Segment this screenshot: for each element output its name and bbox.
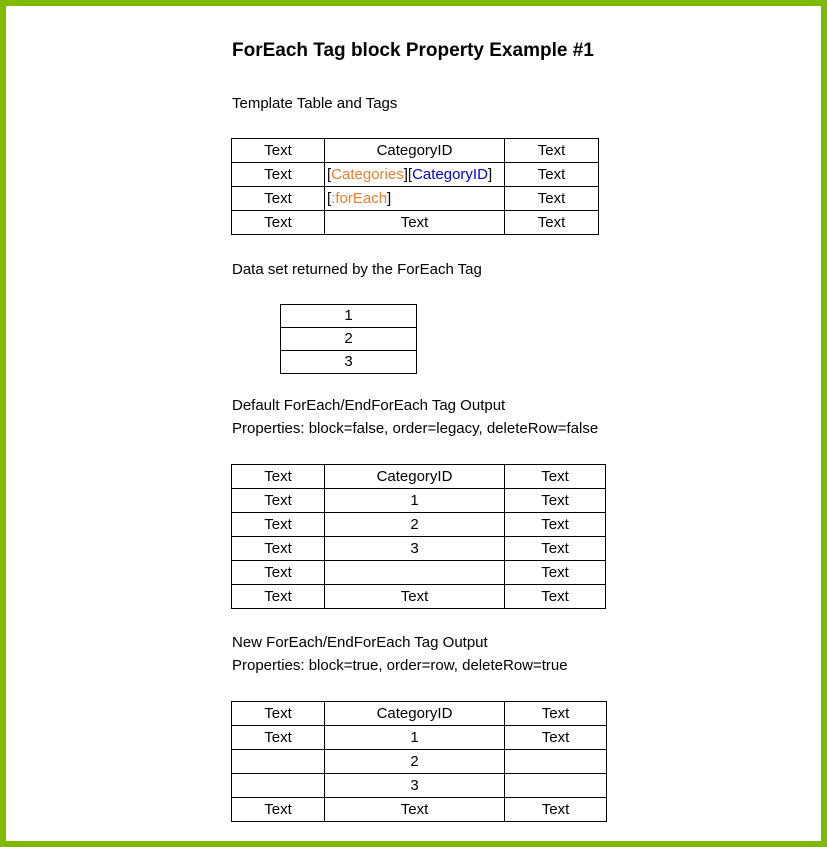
table-cell: Text [232,211,325,235]
table-cell: Text [232,726,325,750]
table-cell: 2 [325,750,505,774]
bracket: ] [387,189,392,207]
table-cell: Text [232,702,325,726]
new-output-heading: New ForEach/EndForEach Tag Output [232,634,488,651]
table-cell [505,774,607,798]
table-cell: Text [505,211,599,235]
template-table [231,138,599,235]
default-output-table [231,464,606,609]
dataset-heading: Data set returned by the ForEach Tag [232,261,482,278]
table-cell: Text [505,537,606,561]
table-cell [232,774,325,798]
table-cell: Text [325,211,505,235]
table-cell [505,750,607,774]
table-cell: Text [325,798,505,822]
table-cell: Text [505,585,606,609]
table-cell: 1 [325,726,505,750]
table-cell: 3 [281,351,417,374]
table-cell: Text [232,187,325,211]
table-row [232,750,607,774]
bracket: ] [487,165,493,183]
table-cell: Text [505,465,606,489]
table-cell: Text [505,561,606,585]
table-cell: Text [505,702,607,726]
table-cell: Text [232,585,325,609]
table-cell: CategoryID [325,702,505,726]
template-table-heading: Template Table and Tags [232,95,398,112]
table-row [232,798,607,822]
foreach-tag-cell [325,187,505,211]
table-cell: 2 [325,513,505,537]
table-row [232,702,607,726]
table-cell: Text [232,163,325,187]
table-cell: Text [505,187,599,211]
table-cell: Text [232,561,325,585]
bracket: [ [327,189,332,207]
table-cell: Text [505,489,606,513]
table-cell: Text [505,139,599,163]
new-output-properties: Properties: block=true, order=row, deleteRow=true [232,657,568,674]
table-cell: Text [232,465,325,489]
table-row [281,351,417,374]
bracket: [ [407,165,413,183]
table-cell: Text [232,139,325,163]
bracket: [ [327,165,332,183]
table-cell: Text [232,513,325,537]
page-title: ForEach Tag block Property Example #1 [232,40,594,61]
table-row [232,726,607,750]
categoryid-tag: CategoryID [412,165,488,183]
categories-tag: Categories [331,165,404,183]
table-row [232,139,599,163]
table-cell: Text [232,489,325,513]
table-cell: Text [505,163,599,187]
table-cell: Text [325,585,505,609]
table-cell [325,561,505,585]
table-row [232,561,606,585]
dataset-table [280,304,417,374]
table-cell: Text [505,513,606,537]
bracket: ] [403,165,408,183]
table-row [232,537,606,561]
table-cell: 3 [325,774,505,798]
table-row [281,328,417,351]
table-row [232,465,606,489]
table-row [232,585,606,609]
table-cell: CategoryID [325,465,505,489]
default-output-heading: Default ForEach/EndForEach Tag Output [232,397,506,414]
table-cell: Text [505,726,607,750]
foreach-tag: :forEach [331,189,388,207]
table-row [232,163,599,187]
default-output-properties: Properties: block=false, order=legacy, deleteRow=false [232,420,599,437]
table-cell: 3 [325,537,505,561]
category-tag-cell [325,163,505,187]
table-cell: Text [232,537,325,561]
table-row [281,305,417,328]
table-cell: 2 [281,328,417,351]
table-cell: 1 [325,489,505,513]
table-row [232,774,607,798]
table-row [232,187,599,211]
table-cell: 1 [281,305,417,328]
new-output-table [231,701,607,822]
table-row [232,211,599,235]
table-cell [232,750,325,774]
table-row [232,513,606,537]
table-row [232,489,606,513]
table-cell: Text [232,798,325,822]
table-cell: Text [505,798,607,822]
table-cell: CategoryID [325,139,505,163]
